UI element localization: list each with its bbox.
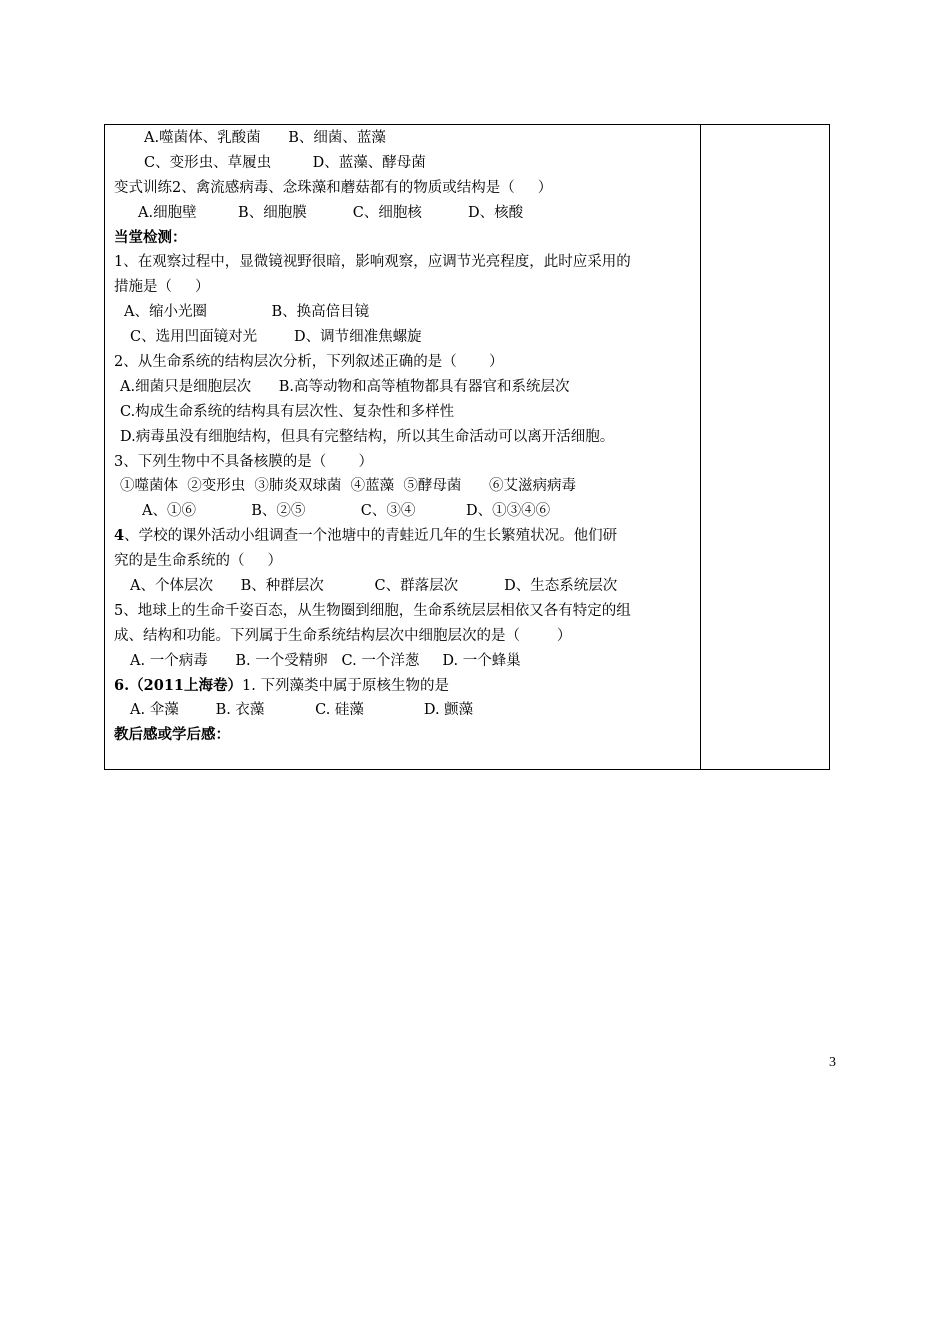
option-line: D.病毒虽没有细胞结构，但具有完整结构，所以其生命活动可以离开活细胞。 — [120, 428, 615, 445]
table-column-divider — [700, 124, 701, 770]
option-line: A.细菌只是细胞层次 B.高等动物和高等植物都具有器官和系统层次 — [120, 378, 570, 395]
question-line: 2、从生命系统的结构层次分析，下列叙述正确的是（ ） — [114, 354, 504, 371]
question-line: 成、结构和功能。下列属于生命系统结构层次中细胞层次的是（ ） — [114, 627, 572, 644]
reflection-heading: 教后感或学后感： — [114, 726, 230, 744]
question-line: 究的是生命系统的（ ） — [114, 553, 283, 570]
option-line: A.细胞壁 B、细胞膜 C、细胞核 D、核酸 — [138, 204, 524, 221]
question-line: 5、地球上的生命千姿百态，从生物圈到细胞，生命系统层层相依又各有特定的组 — [114, 602, 631, 619]
question-line — [114, 674, 699, 699]
question-line: 1、在观察过程中，显微镜视野很暗，影响观察，应调节光亮程度，此时应采用的 — [114, 254, 631, 271]
page-number: 3 — [829, 1055, 836, 1070]
option-line: A. 一个病毒 B. 一个受精卵 C. 一个洋葱 D. 一个蜂巢 — [130, 652, 521, 669]
section-heading: 当堂检测： — [114, 228, 187, 246]
question-text: 1. 下列藻类中属于原核生物的是 — [242, 677, 449, 694]
question-number: 4 — [114, 527, 125, 545]
question-line — [114, 524, 699, 549]
question-line: 变式训练2、禽流感病毒、念珠藻和蘑菇都有的物质或结构是（ ） — [114, 179, 553, 196]
option-line: A、①⑥ B、②⑤ C、③④ D、①③④⑥ — [142, 503, 551, 520]
option-line: A、个体层次 B、种群层次 C、群落层次 D、生态系统层次 — [130, 578, 618, 595]
question-text: 、学校的课外活动小组调查一个池塘中的青蛙近几年的生长繁殖状况。他们研 — [124, 528, 618, 545]
option-line: C、选用凹面镜对光 D、调节细准焦螺旋 — [130, 329, 422, 346]
option-line: C.构成生命系统的结构具有层次性、复杂性和多样性 — [120, 403, 455, 420]
option-line: A、缩小光圈 B、换高倍目镜 — [124, 304, 370, 321]
option-line: A. 伞藻 B. 衣藻 C. 硅藻 D. 颤藻 — [130, 702, 474, 719]
question-line: 措施是（ ） — [114, 279, 210, 296]
option-line: ①噬菌体 ②变形虫 ③肺炎双球菌 ④蓝藻 ⑤酵母菌 ⑥艾滋病病毒 — [120, 478, 577, 495]
question-source: 6.（2011上海卷） — [114, 676, 242, 694]
lesson-content — [114, 126, 699, 748]
option-line: C、变形虫、草履虫 D、蓝藻、酵母菌 — [144, 154, 426, 171]
option-line: A.噬菌体、乳酸菌 B、细菌、蓝藻 — [144, 130, 386, 146]
question-line: 3、下列生物中不具备核膜的是（ ） — [114, 453, 373, 470]
